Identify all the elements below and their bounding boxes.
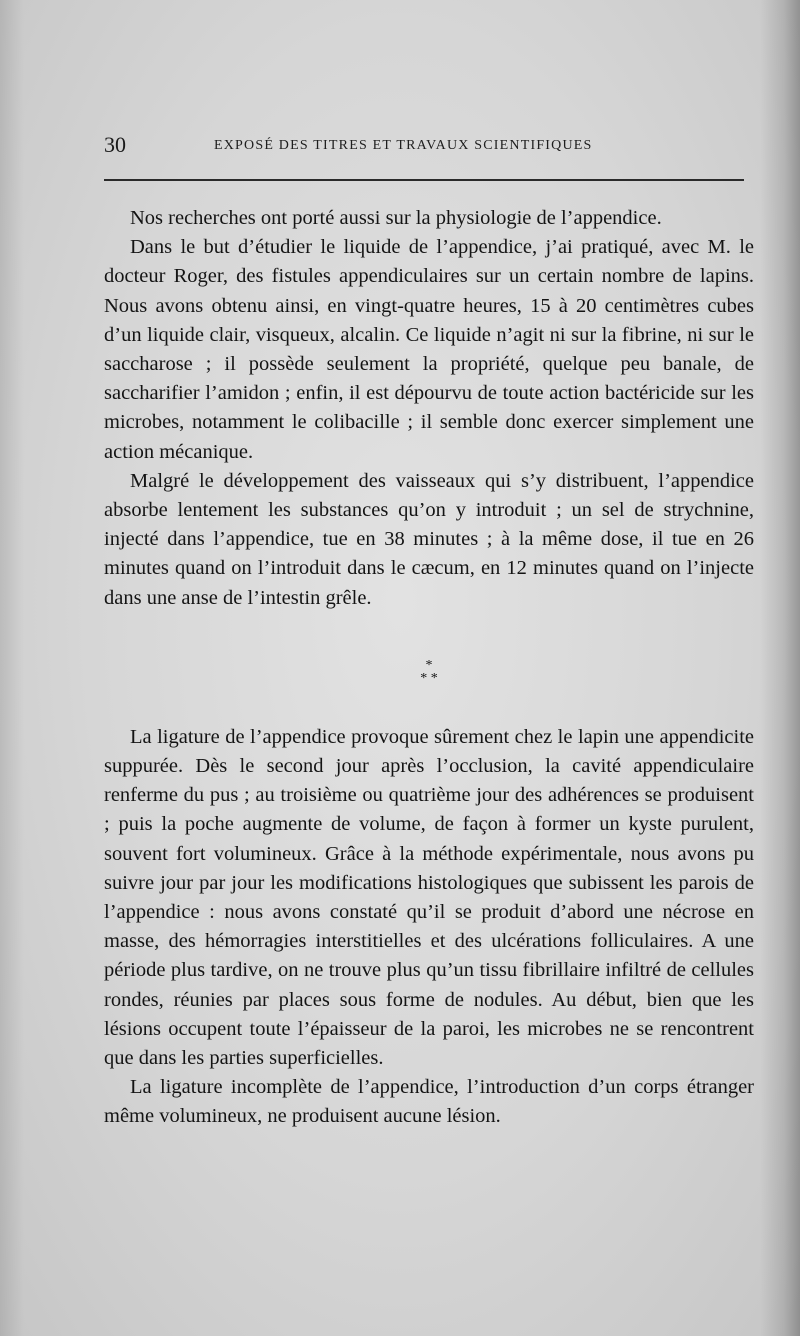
page-header [104,132,744,162]
paragraph-incomplete-ligature: La ligature incomplète de l’appendice, l’introduction d’un corps étranger même volumineux, ne produisent aucune lésion. [104,1076,754,1128]
header-rule [104,179,744,181]
paragraph-liquid-study: Dans le but d’étudier le liquide de l’appendice, j’ai pratiqué, avec M. le docteur Roger, des fistules appendiculaires sur un certain nombre de lapins. Nous avons obtenu ainsi, en vingt-quatre heures, 15 à 20 centimètres cubes d’un liquide clair, visqueux, alcalin. Ce liquide n’agit ni sur la fibrine, ni sur le saccharose ; il possède seulement la propriété, quelque peu banale, de saccharifier l’amidon ; enfin, il est dépourvu de toute action bactéricide sur les microbes, notamment le colibacille ; il semble donc exercer simplement une action mécanique. [104,236,754,463]
paragraph-physiology: Nos recherches ont porté aussi sur la physiologie de l’appendice. [130,207,662,229]
right-edge-shadow [760,0,800,1336]
body-text [104,204,754,1132]
separator-stars-bottom: * * [420,670,438,686]
running-title: EXPOSÉ DES TITRES ET TRAVAUX SCIENTIFIQUES [214,138,593,153]
left-edge-shadow [0,0,24,1336]
page-number: 30 [104,132,126,157]
section-separator [104,659,754,685]
separator-star-top: * [425,657,433,673]
paragraph-absorption: Malgré le développement des vaisseaux qui s’y distribuent, l’appendice absorbe lentement les substances qu’on y introduit ; un sel de strychnine, injecté dans l’appendice, tue en 38 minutes ; à la même dose, il tue en 26 minutes quand on l’introduit dans le cæcum, en 12 minutes quand on l’injecte dans une anse de l’intestin grêle. [104,469,754,609]
paragraph-ligature: La ligature de l’appendice provoque sûrement chez le lapin une appendicite suppurée. Dès le second jour après l’occlusion, la cavité appendiculaire renferme du pus ; au troisième ou quatrième jour des adhérences se produisent ; puis la poche augmente de volume, de façon à former un kyste purulent, souvent fort volumineux. Grâce à la méthode expérimentale, nous avons pu suivre jour par jour les modifications histologiques que subissent les parois de l’appendice : nous avons constaté qu’il se produit d’abord une nécrose en masse, des hémorragies interstitielles et des ulcérations folliculaires. A une période plus tardive, on ne trouve plus qu’un tissu fibrillaire infiltré de cellules rondes, réunies par places sous forme de nodules. Au début, bien que les lésions occupent toute l’épaisseur de la paroi, les microbes ne se rencontrent que dans les parties superficielles. [104,725,754,1070]
